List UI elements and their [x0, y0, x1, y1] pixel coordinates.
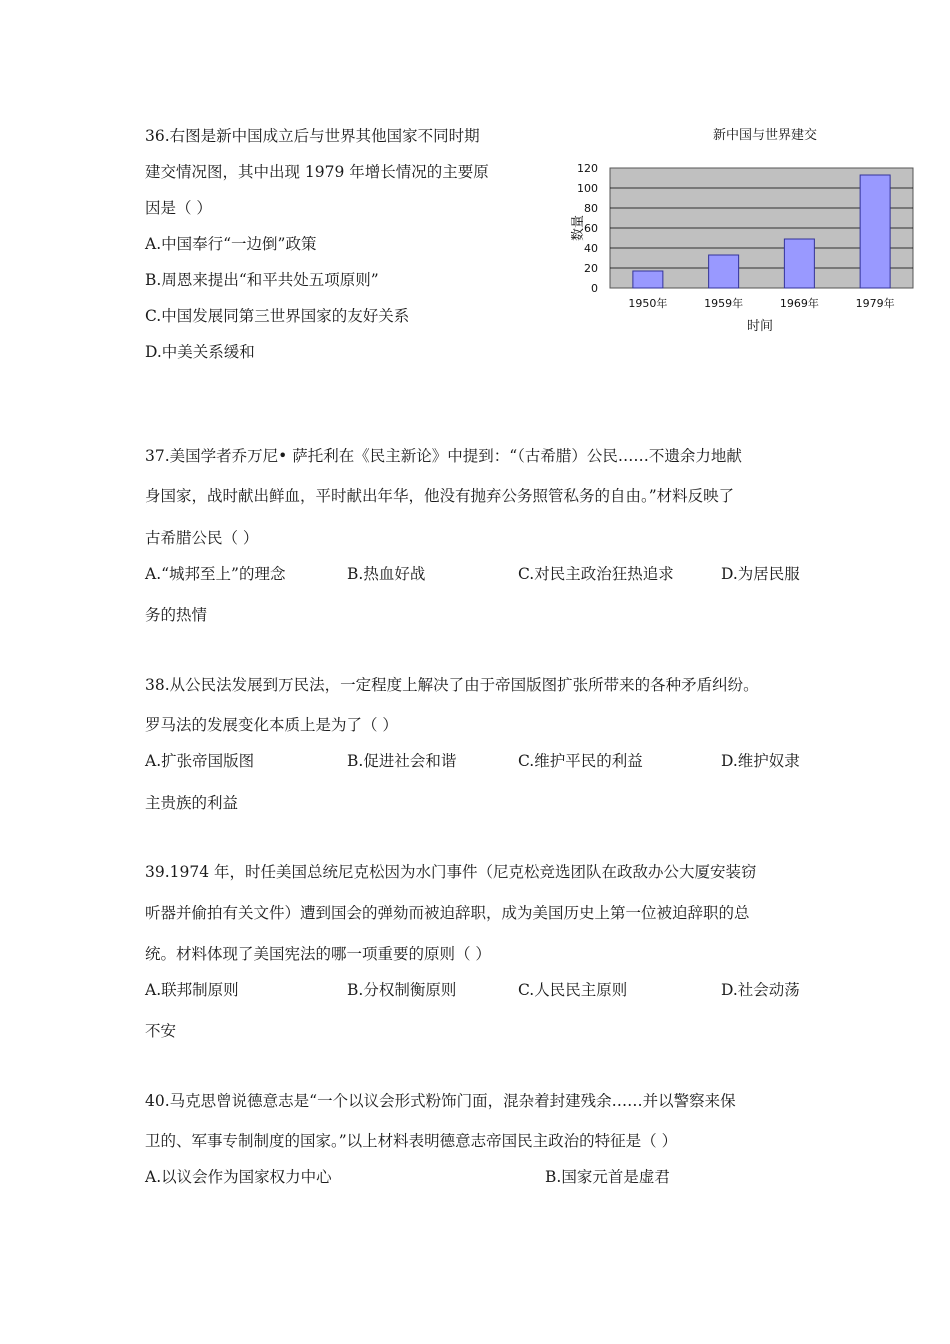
chart-bar-1 — [709, 255, 739, 288]
q36-option-d: D.中美关系缓和 — [145, 343, 255, 361]
q37-option-b: B.热血好战 — [347, 565, 426, 583]
chart-x-tick-label: 1959年 — [704, 297, 744, 310]
q40-option-b: B.国家元首是虚君 — [545, 1168, 670, 1186]
q39-stem-line-1: 39.1974 年，时任美国总统尼克松因为水门事件（尼克松竞选团队在政敌办公大厦安装窃 — [145, 863, 757, 881]
q37-stem-line-2: 身国家，战时献出鲜血，平时献出年华，他没有抛弃公务照管私务的自由。”材料反映了 — [145, 487, 735, 505]
q40-option-a: A.以议会作为国家权力中心 — [145, 1168, 332, 1186]
chart-y-tick-label: 100 — [577, 182, 598, 195]
chart-x-label: 时间 — [746, 319, 774, 334]
chart-x-tick-label: 1979年 — [855, 297, 895, 310]
q38-option-c: C.维护平民的利益 — [518, 752, 643, 770]
chart-y-tick-label: 40 — [584, 242, 598, 255]
q36-stem-line-2: 建交情况图，其中出现 1979 年增长情况的主要原 — [145, 163, 489, 181]
diplomacy-bar-chart — [560, 118, 930, 348]
chart-y-tick-label: 20 — [584, 262, 598, 275]
q37-stem-line-1: 37.美国学者乔万尼• 萨托利在《民主新论》中提到：“（古希腊）公民……不遗余力地献 — [145, 447, 742, 465]
q36-stem-line-3: 因是（ ） — [145, 199, 212, 217]
q37-stem-line-3: 古希腊公民（ ） — [145, 529, 259, 547]
q37-option-d-continuation: 务的热情 — [145, 606, 208, 624]
q36-stem-line-1: 36.右图是新中国成立后与世界其他国家不同时期 — [145, 127, 480, 145]
q36-option-b: B.周恩来提出“和平共处五项原则” — [145, 271, 379, 289]
q36-option-c: C.中国发展同第三世界国家的友好关系 — [145, 307, 410, 325]
q36-option-a: A.中国奉行“一边倒”政策 — [145, 235, 317, 253]
q38-stem-line-2: 罗马法的发展变化本质上是为了（ ） — [145, 716, 398, 734]
q39-option-b: B.分权制衡原则 — [347, 981, 457, 999]
chart-y-tick-label: 80 — [584, 202, 598, 215]
chart-x-ticks — [628, 296, 894, 310]
q39-option-c: C.人民民主原则 — [518, 981, 628, 999]
q38-option-a: A.扩张帝国版图 — [145, 752, 255, 770]
chart-title: 新中国与世界建交 — [712, 128, 818, 143]
q37-option-c: C.对民主政治狂热追求 — [518, 565, 674, 583]
q39-option-a: A.联邦制原则 — [145, 981, 239, 999]
chart-y-tick-label: 0 — [591, 282, 598, 295]
chart-y-label: 数量 — [571, 214, 586, 242]
chart-bar-0 — [633, 271, 663, 288]
q39-option-d: D.社会动荡 — [721, 981, 800, 999]
q37-option-d: D.为居民服 — [721, 565, 800, 583]
chart-bar-2 — [784, 239, 814, 288]
q39-stem-line-2: 听器并偷拍有关文件）遭到国会的弹劾而被迫辞职，成为美国历史上第一位被迫辞职的总 — [145, 904, 750, 922]
chart-bar-3 — [860, 175, 890, 288]
q38-option-b: B.促进社会和谐 — [347, 752, 457, 770]
q39-stem-line-3: 统。材料体现了美国宪法的哪一项重要的原则（ ） — [145, 945, 491, 963]
q40-stem-line-1: 40.马克思曾说德意志是“一个以议会形式粉饰门面，混杂着封建残余……并以警察来保 — [145, 1092, 736, 1110]
q38-option-d-continuation: 主贵族的利益 — [145, 794, 239, 812]
chart-y-tick-label: 120 — [577, 162, 598, 175]
q38-stem-line-1: 38.从公民法发展到万民法，一定程度上解决了由于帝国版图扩张所带来的各种矛盾纠纷。 — [145, 676, 759, 694]
q40-stem-line-2: 卫的、军事专制制度的国家。”以上材料表明德意志帝国民主政治的特征是（ ） — [145, 1132, 678, 1150]
chart-x-tick-label: 1950年 — [628, 297, 668, 310]
q39-option-d-continuation: 不安 — [145, 1022, 177, 1040]
chart-y-tick-label: 60 — [584, 222, 598, 235]
q38-option-d: D.维护奴隶 — [721, 752, 800, 770]
q37-option-a: A.“城邦至上”的理念 — [145, 565, 286, 583]
chart-x-tick-label: 1969年 — [779, 297, 819, 310]
